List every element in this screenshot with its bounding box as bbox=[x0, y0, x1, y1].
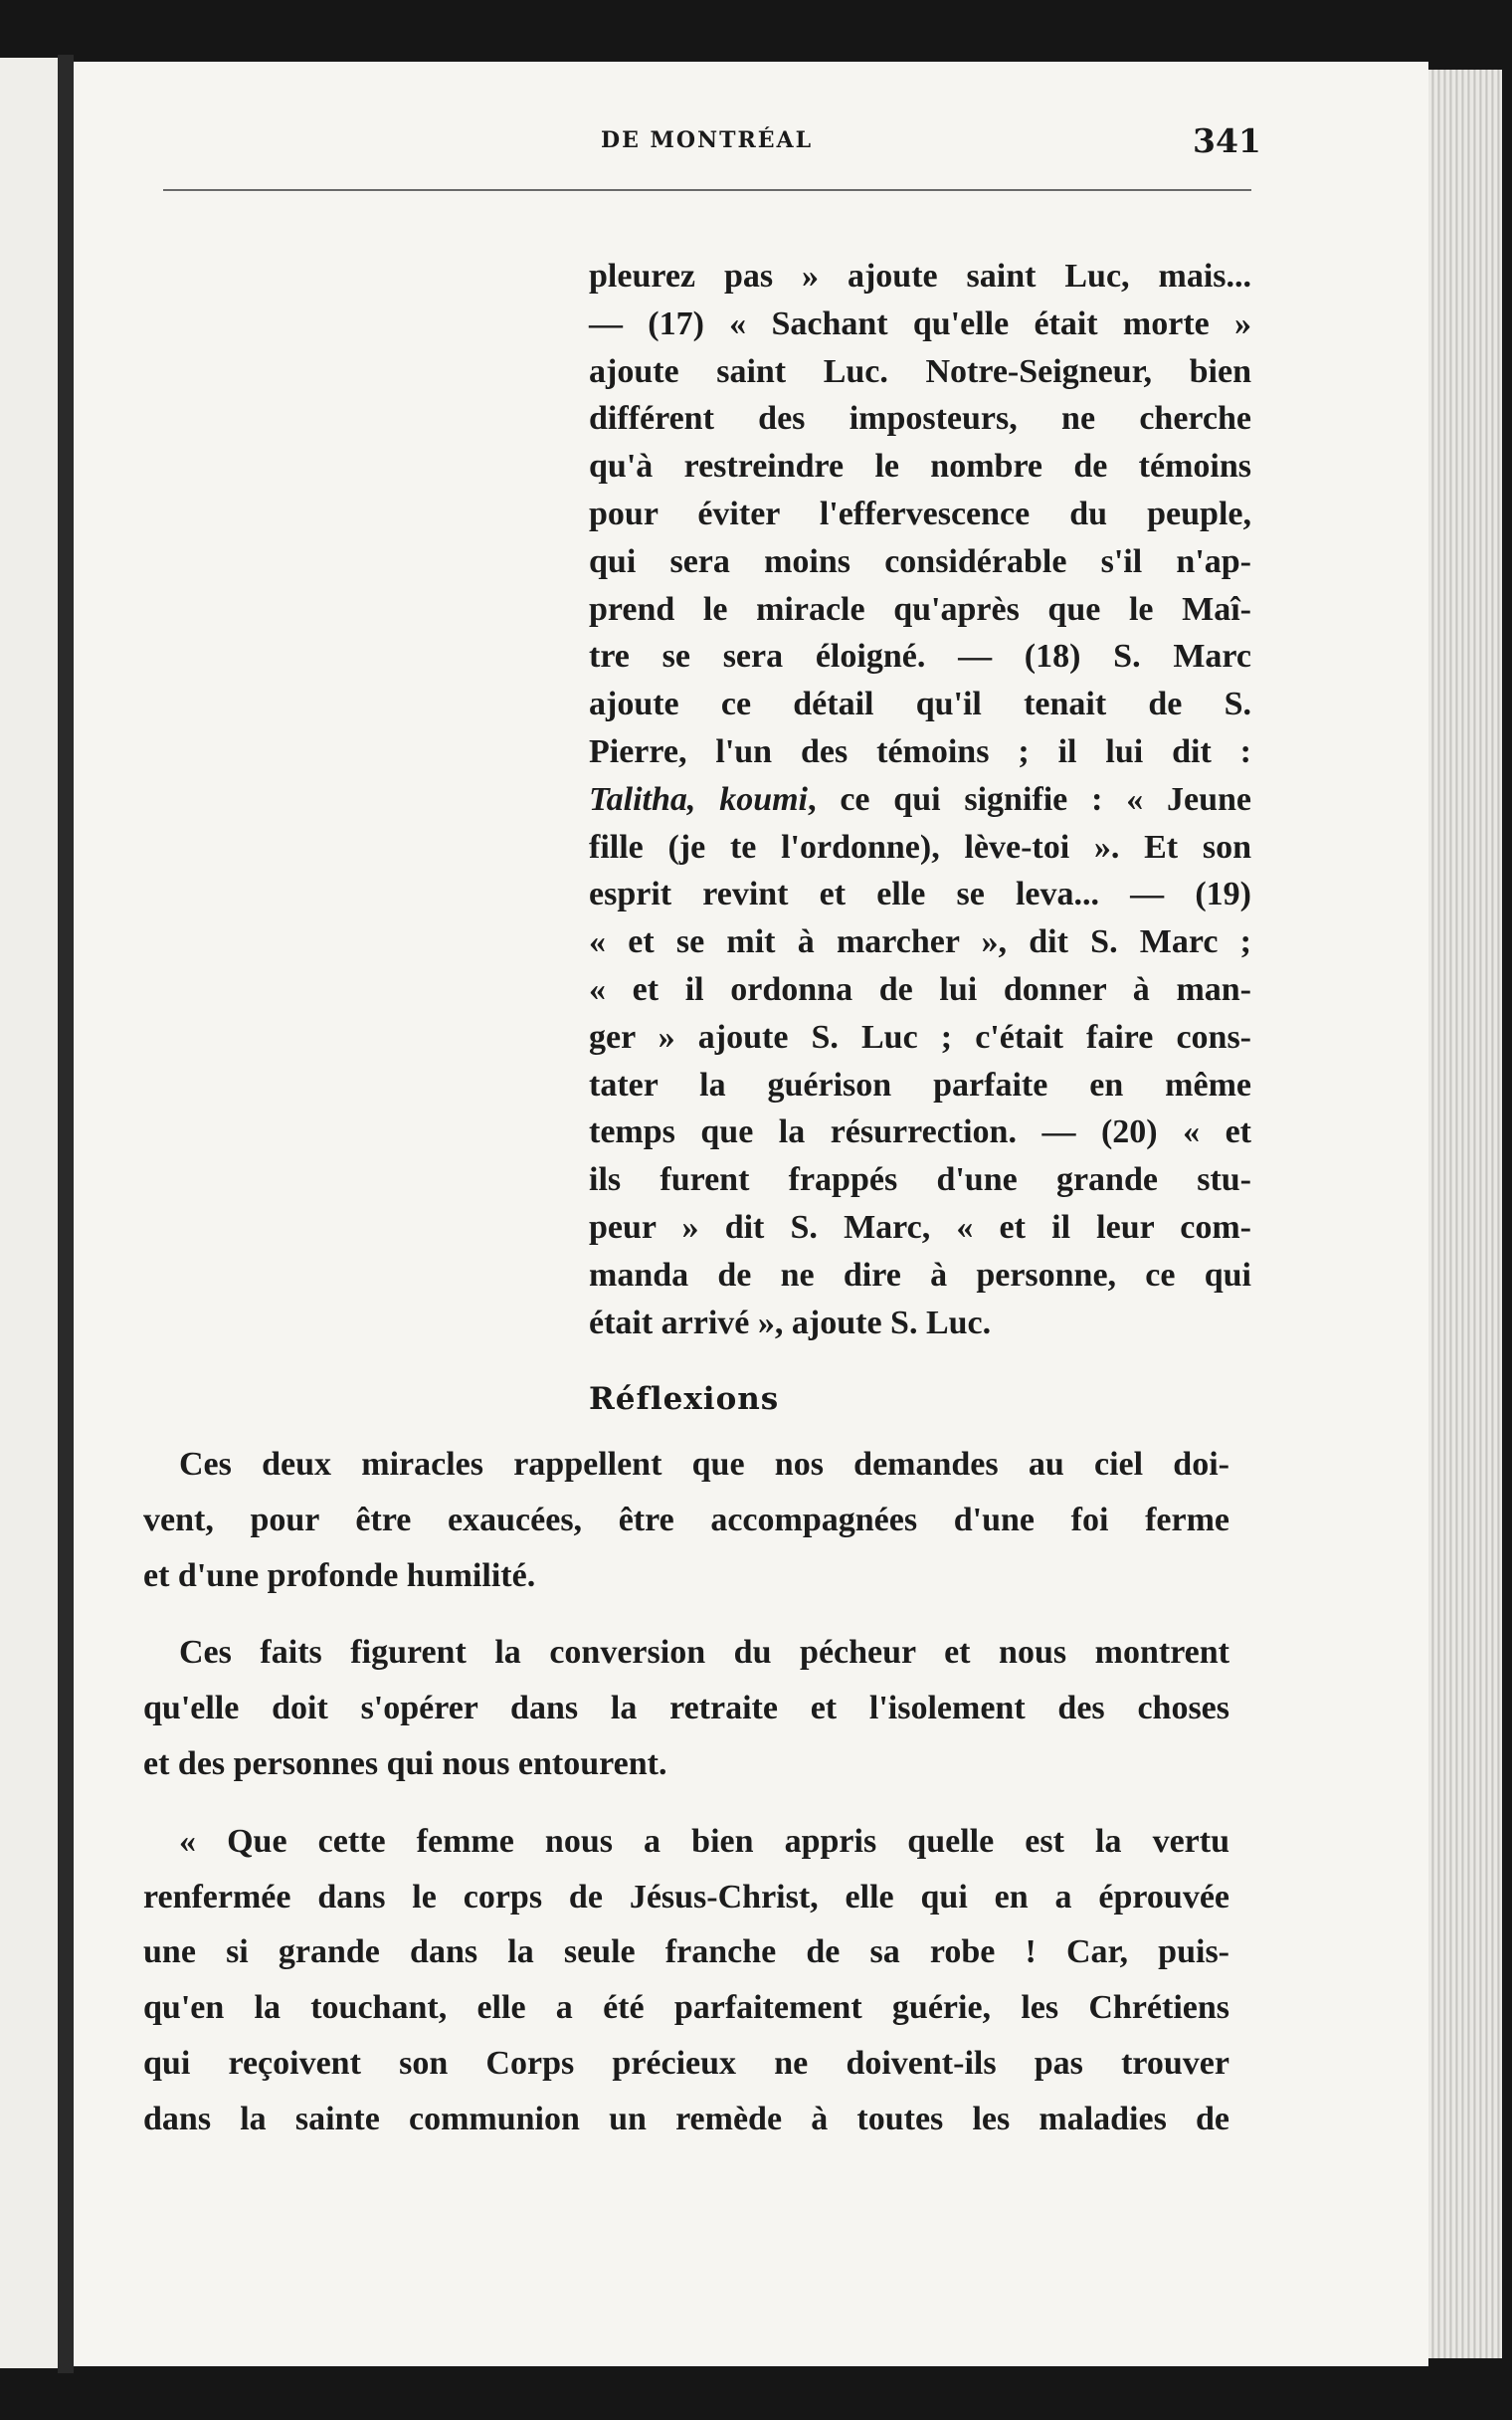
text-line: renfermée dans le corps de Jésus-Christ, elle qui en a éprouvée bbox=[143, 1878, 1229, 1916]
text-line: pour éviter l'effervescence du peuple, bbox=[589, 495, 1251, 532]
page-stack-edge bbox=[1428, 70, 1502, 2358]
text-line: ils furent frappés d'une grande stu- bbox=[589, 1161, 1251, 1199]
italic-phrase: Talitha, koumi bbox=[589, 780, 809, 818]
text-line: ajoute saint Luc. Notre-Seigneur, bien bbox=[589, 352, 1251, 390]
text-line-last: et des personnes qui nous entourent. bbox=[143, 1744, 667, 1782]
text-line: peur » dit S. Marc, « et il leur com- bbox=[589, 1208, 1251, 1246]
text-line: dans la sainte communion un remède à toutes les maladies de bbox=[143, 2100, 1229, 2137]
header-rule bbox=[163, 189, 1251, 191]
text-line: Ces deux miracles rappellent que nos demandes au ciel doi- bbox=[179, 1446, 1229, 1483]
text-line: tre se sera éloigné. — (18) S. Marc bbox=[589, 638, 1251, 676]
narrative-column bbox=[589, 253, 1251, 1346]
text-line: différent des imposteurs, ne cherche bbox=[589, 400, 1251, 438]
page-number: 341 bbox=[1193, 121, 1261, 160]
text-line: pleurez pas » ajoute saint Luc, mais... bbox=[589, 258, 1251, 295]
paragraph bbox=[143, 1814, 1229, 2147]
text-line: Ces faits figurent la conversion du pécheur et nous montrent bbox=[179, 1634, 1229, 1672]
text-line: Pierre, l'un des témoins ; il lui dit : bbox=[589, 732, 1251, 770]
text-line: « et il ordonna de lui donner à man- bbox=[589, 970, 1251, 1008]
text-line: esprit revint et elle se leva... — (19) bbox=[589, 876, 1251, 913]
text-line-rest: , ce qui signifie : « Jeune bbox=[808, 780, 1251, 818]
paragraph bbox=[143, 1625, 1229, 1791]
text-line: « et se mit à marcher », dit S. Marc ; bbox=[589, 923, 1251, 961]
text-line-last: était arrivé », ajoute S. Luc. bbox=[589, 1304, 992, 1341]
text-line: qui sera moins considérable s'il n'ap- bbox=[589, 542, 1251, 580]
text-line: « Que cette femme nous a bien appris quelle est la vertu bbox=[179, 1822, 1229, 1860]
text-line-last: et d'une profonde humilité. bbox=[143, 1556, 536, 1594]
text-line: ajoute ce détail qu'il tenait de S. bbox=[589, 686, 1251, 723]
book-gutter bbox=[58, 55, 74, 2373]
text-line: ger » ajoute S. Luc ; c'était faire cons- bbox=[589, 1018, 1251, 1056]
running-head: DE MONTRÉAL bbox=[601, 127, 814, 153]
facing-page-edge bbox=[0, 58, 58, 2368]
text-line: temps que la résurrection. — (20) « et bbox=[589, 1113, 1251, 1151]
section-heading: Réflexions bbox=[589, 1381, 780, 1417]
text-line: manda de ne dire à personne, ce qui bbox=[589, 1256, 1251, 1294]
text-line: vent, pour être exaucées, être accompagnées d'une foi ferme bbox=[143, 1501, 1229, 1538]
text-line-with-italic bbox=[589, 776, 1251, 824]
text-line: fille (je te l'ordonne), lève-toi ». Et son bbox=[589, 828, 1251, 866]
text-line: — (17) « Sachant qu'elle était morte » bbox=[589, 304, 1251, 342]
text-line: qu'à restreindre le nombre de témoins bbox=[589, 448, 1251, 486]
text-line: prend le miracle qu'après que le Maî- bbox=[589, 590, 1251, 628]
text-line: qui reçoivent son Corps précieux ne doivent-ils pas trouver bbox=[143, 2044, 1229, 2082]
text-line: tater la guérison parfaite en même bbox=[589, 1066, 1251, 1104]
text-line: qu'elle doit s'opérer dans la retraite et l'isolement des choses bbox=[143, 1690, 1229, 1727]
reflections-text bbox=[143, 1437, 1229, 2147]
text-line: une si grande dans la seule franche de sa robe ! Car, puis- bbox=[143, 1933, 1229, 1971]
paragraph bbox=[143, 1437, 1229, 1603]
text-line: qu'en la touchant, elle a été parfaitement guérie, les Chrétiens bbox=[143, 1989, 1229, 2027]
